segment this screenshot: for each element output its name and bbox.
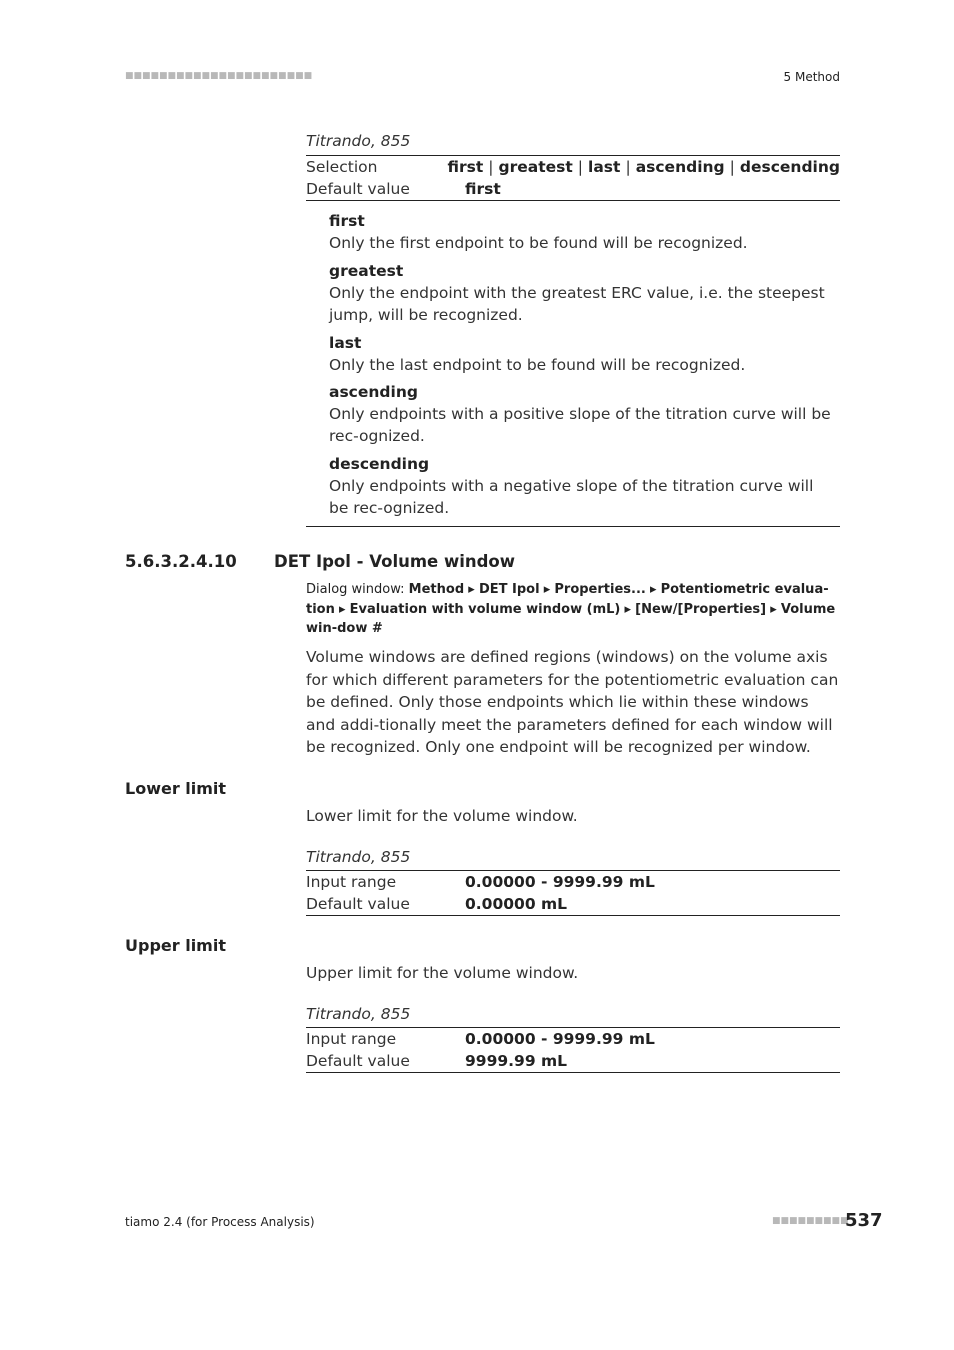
- table-row: [306, 178, 840, 200]
- lower-limit-description: Lower limit for the volume window.: [306, 807, 578, 825]
- option-value: ascending: [635, 158, 725, 176]
- input-range-value: 0.00000 - 9999.99 mL: [465, 1030, 655, 1048]
- option-description: Only the last endpoint to be found will be recognized.: [329, 356, 746, 374]
- section-number: 5.6.3.2.4.10: [125, 552, 237, 571]
- table-row: [306, 871, 840, 893]
- option-item: [329, 260, 839, 332]
- table-caption: Titrando, 855: [306, 848, 411, 866]
- row-label: Default value: [306, 895, 410, 913]
- option-item: [329, 453, 839, 525]
- arrow-icon: ▸: [649, 582, 657, 597]
- option-item: [329, 210, 839, 260]
- path-item: Potentiometric evalua-tion: [306, 582, 829, 617]
- option-value: greatest: [498, 158, 573, 176]
- option-description: Only the first endpoint to be found will be recognized.: [329, 234, 748, 252]
- option-value: last: [588, 158, 621, 176]
- upper-limit-heading: Upper limit: [125, 936, 226, 955]
- intro-paragraph: Volume windows are defined regions (windows) on the volume axis for which different parameters for the potentiometric evaluation can be defined. Only those endpoints which lie within these windows and addi-tionally meet the parameters defined for each window will be recognized. Only one endpoint will be recognized per window.: [306, 648, 839, 756]
- lower-limit-table: [306, 870, 840, 916]
- upper-limit-description: Upper limit for the volume window.: [306, 964, 579, 982]
- upper-limit-table: [306, 1027, 840, 1073]
- footer-product: tiamo 2.4 (for Process Analysis): [125, 1215, 315, 1229]
- arrow-icon: ▸: [543, 582, 551, 597]
- path-item: Properties...: [554, 582, 646, 597]
- footer-decoration: ■■■■■■■■■: [772, 1216, 849, 1226]
- option-value: descending: [739, 158, 840, 176]
- path-item: Evaluation with volume window (mL): [349, 601, 621, 617]
- table-caption: Titrando, 855: [306, 132, 411, 150]
- row-label: Default value: [306, 1052, 410, 1070]
- input-range-value: 0.00000 - 9999.99 mL: [465, 873, 655, 891]
- lower-limit-heading: Lower limit: [125, 779, 227, 798]
- option-title: descending: [329, 455, 430, 473]
- path-item: Volume win-dow #: [306, 601, 836, 636]
- option-list: [329, 210, 839, 525]
- option-item: [329, 332, 839, 381]
- row-label: Input range: [306, 873, 397, 891]
- table-row: [306, 156, 840, 178]
- default-value: first: [465, 180, 501, 198]
- table-row: [306, 893, 840, 915]
- arrow-icon: ▸: [468, 582, 475, 597]
- row-label: Selection: [306, 158, 378, 176]
- arrow-icon: ▸: [624, 601, 632, 617]
- table-row: [306, 1050, 840, 1072]
- default-value: 0.00000 mL: [465, 895, 568, 913]
- path-item: Method: [408, 582, 465, 597]
- section-title: DET Ipol - Volume window: [274, 552, 516, 571]
- option-item: [329, 381, 839, 453]
- table-row: [306, 1028, 840, 1050]
- option-title: greatest: [329, 262, 404, 280]
- selection-parameter-table: [306, 155, 840, 201]
- path-item: [New/[Properties]: [635, 601, 767, 617]
- option-description: Only the endpoint with the greatest ERC value, i.e. the steepest jump, will be recognized.: [329, 284, 825, 324]
- dialog-prefix: Dialog window:: [306, 582, 405, 597]
- arrow-icon: ▸: [339, 601, 346, 617]
- row-label: Default value: [306, 180, 410, 198]
- arrow-icon: ▸: [770, 601, 777, 617]
- running-header-section: 5 Method: [783, 70, 840, 84]
- row-label: Input range: [306, 1030, 397, 1048]
- default-value: 9999.99 mL: [465, 1052, 568, 1070]
- page-number: 537: [845, 1210, 883, 1231]
- selection-options: first | greatest | last | ascending | descending: [447, 158, 840, 176]
- divider: [306, 526, 840, 527]
- path-item: DET Ipol: [478, 582, 540, 597]
- table-caption: Titrando, 855: [306, 1005, 411, 1023]
- dialog-path: [306, 580, 840, 639]
- option-description: Only endpoints with a positive slope of the titration curve will be rec-ognized.: [329, 405, 831, 445]
- header-decoration: ■■■■■■■■■■■■■■■■■■■■■■: [125, 71, 313, 81]
- option-title: last: [329, 334, 362, 352]
- option-title: first: [329, 212, 365, 230]
- option-title: ascending: [329, 383, 418, 401]
- option-description: Only endpoints with a negative slope of the titration curve will be rec-ognized.: [329, 477, 814, 517]
- option-value: first: [447, 158, 484, 176]
